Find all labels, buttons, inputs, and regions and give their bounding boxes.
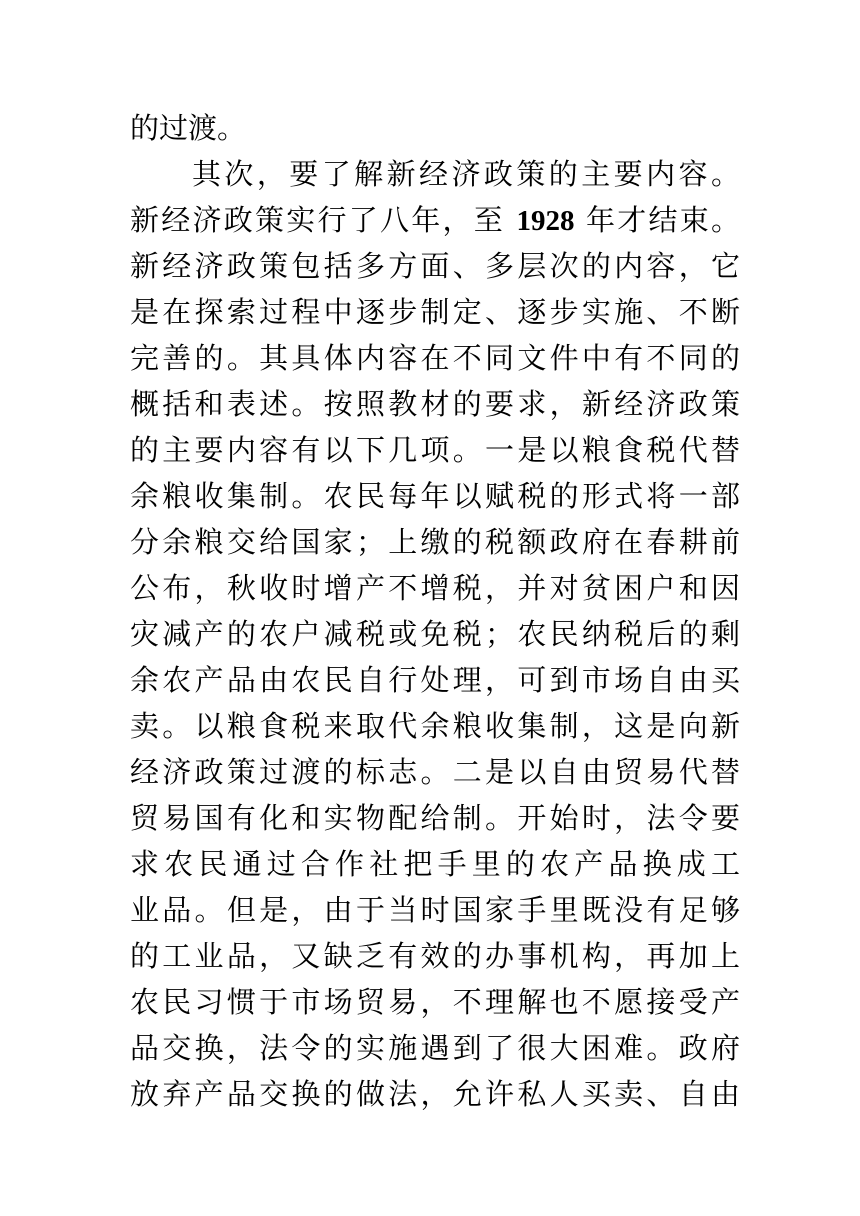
text-line: 农民习惯于市场贸易，不理解也不愿接受产 — [130, 985, 740, 1019]
text-line: 余农产品由农民自行处理，可到市场自由买 — [130, 663, 740, 697]
text-line: 业品。但是，由于当时国家手里既没有足够 — [130, 893, 740, 927]
text-line: 的过渡。 — [130, 111, 247, 145]
text-line: 卖。以粮食税来取代余粮收集制，这是向新 — [130, 709, 740, 743]
text-line: 概括和表述。按照教材的要求，新经济政策 — [130, 387, 740, 421]
text-line: 求农民通过合作社把手里的农产品换成工 — [130, 847, 740, 881]
text-line: 公布，秋收时增产不增税，并对贫困户和因 — [130, 571, 740, 605]
text-line: 放弃产品交换的做法，允许私人买卖、自由 — [130, 1077, 740, 1111]
paragraph-first-line: 其次，要了解新经济政策的主要内容。 — [192, 157, 740, 191]
text-line: 的工业品，又缺乏有效的办事机构，再加上 — [130, 939, 740, 973]
body-text — [130, 105, 740, 1117]
year-number: 1928 — [516, 205, 575, 237]
text-line: 完善的。其具体内容在不同文件中有不同的 — [130, 341, 740, 375]
text-line: 经济政策过渡的标志。二是以自由贸易代替 — [130, 755, 740, 789]
text-line: 新经济政策包括多方面、多层次的内容，它 — [130, 249, 740, 283]
text-segment: 年才结束。 — [574, 203, 740, 237]
text-line: 分余粮交给国家；上缴的税额政府在春耕前 — [130, 525, 740, 559]
text-line-with-year — [130, 197, 740, 243]
text-segment: 新经济政策实行了八年，至 — [130, 203, 517, 237]
text-line: 是在探索过程中逐步制定、逐步实施、不断 — [130, 295, 740, 329]
text-line: 品交换，法令的实施遇到了很大困难。政府 — [130, 1031, 740, 1065]
text-line: 灾减产的农户减税或免税；农民纳税后的剩 — [130, 617, 740, 651]
text-line: 余粮收集制。农民每年以赋税的形式将一部 — [130, 479, 740, 513]
text-line: 的主要内容有以下几项。一是以粮食税代替 — [130, 433, 740, 467]
text-line: 贸易国有化和实物配给制。开始时，法令要 — [130, 801, 740, 835]
